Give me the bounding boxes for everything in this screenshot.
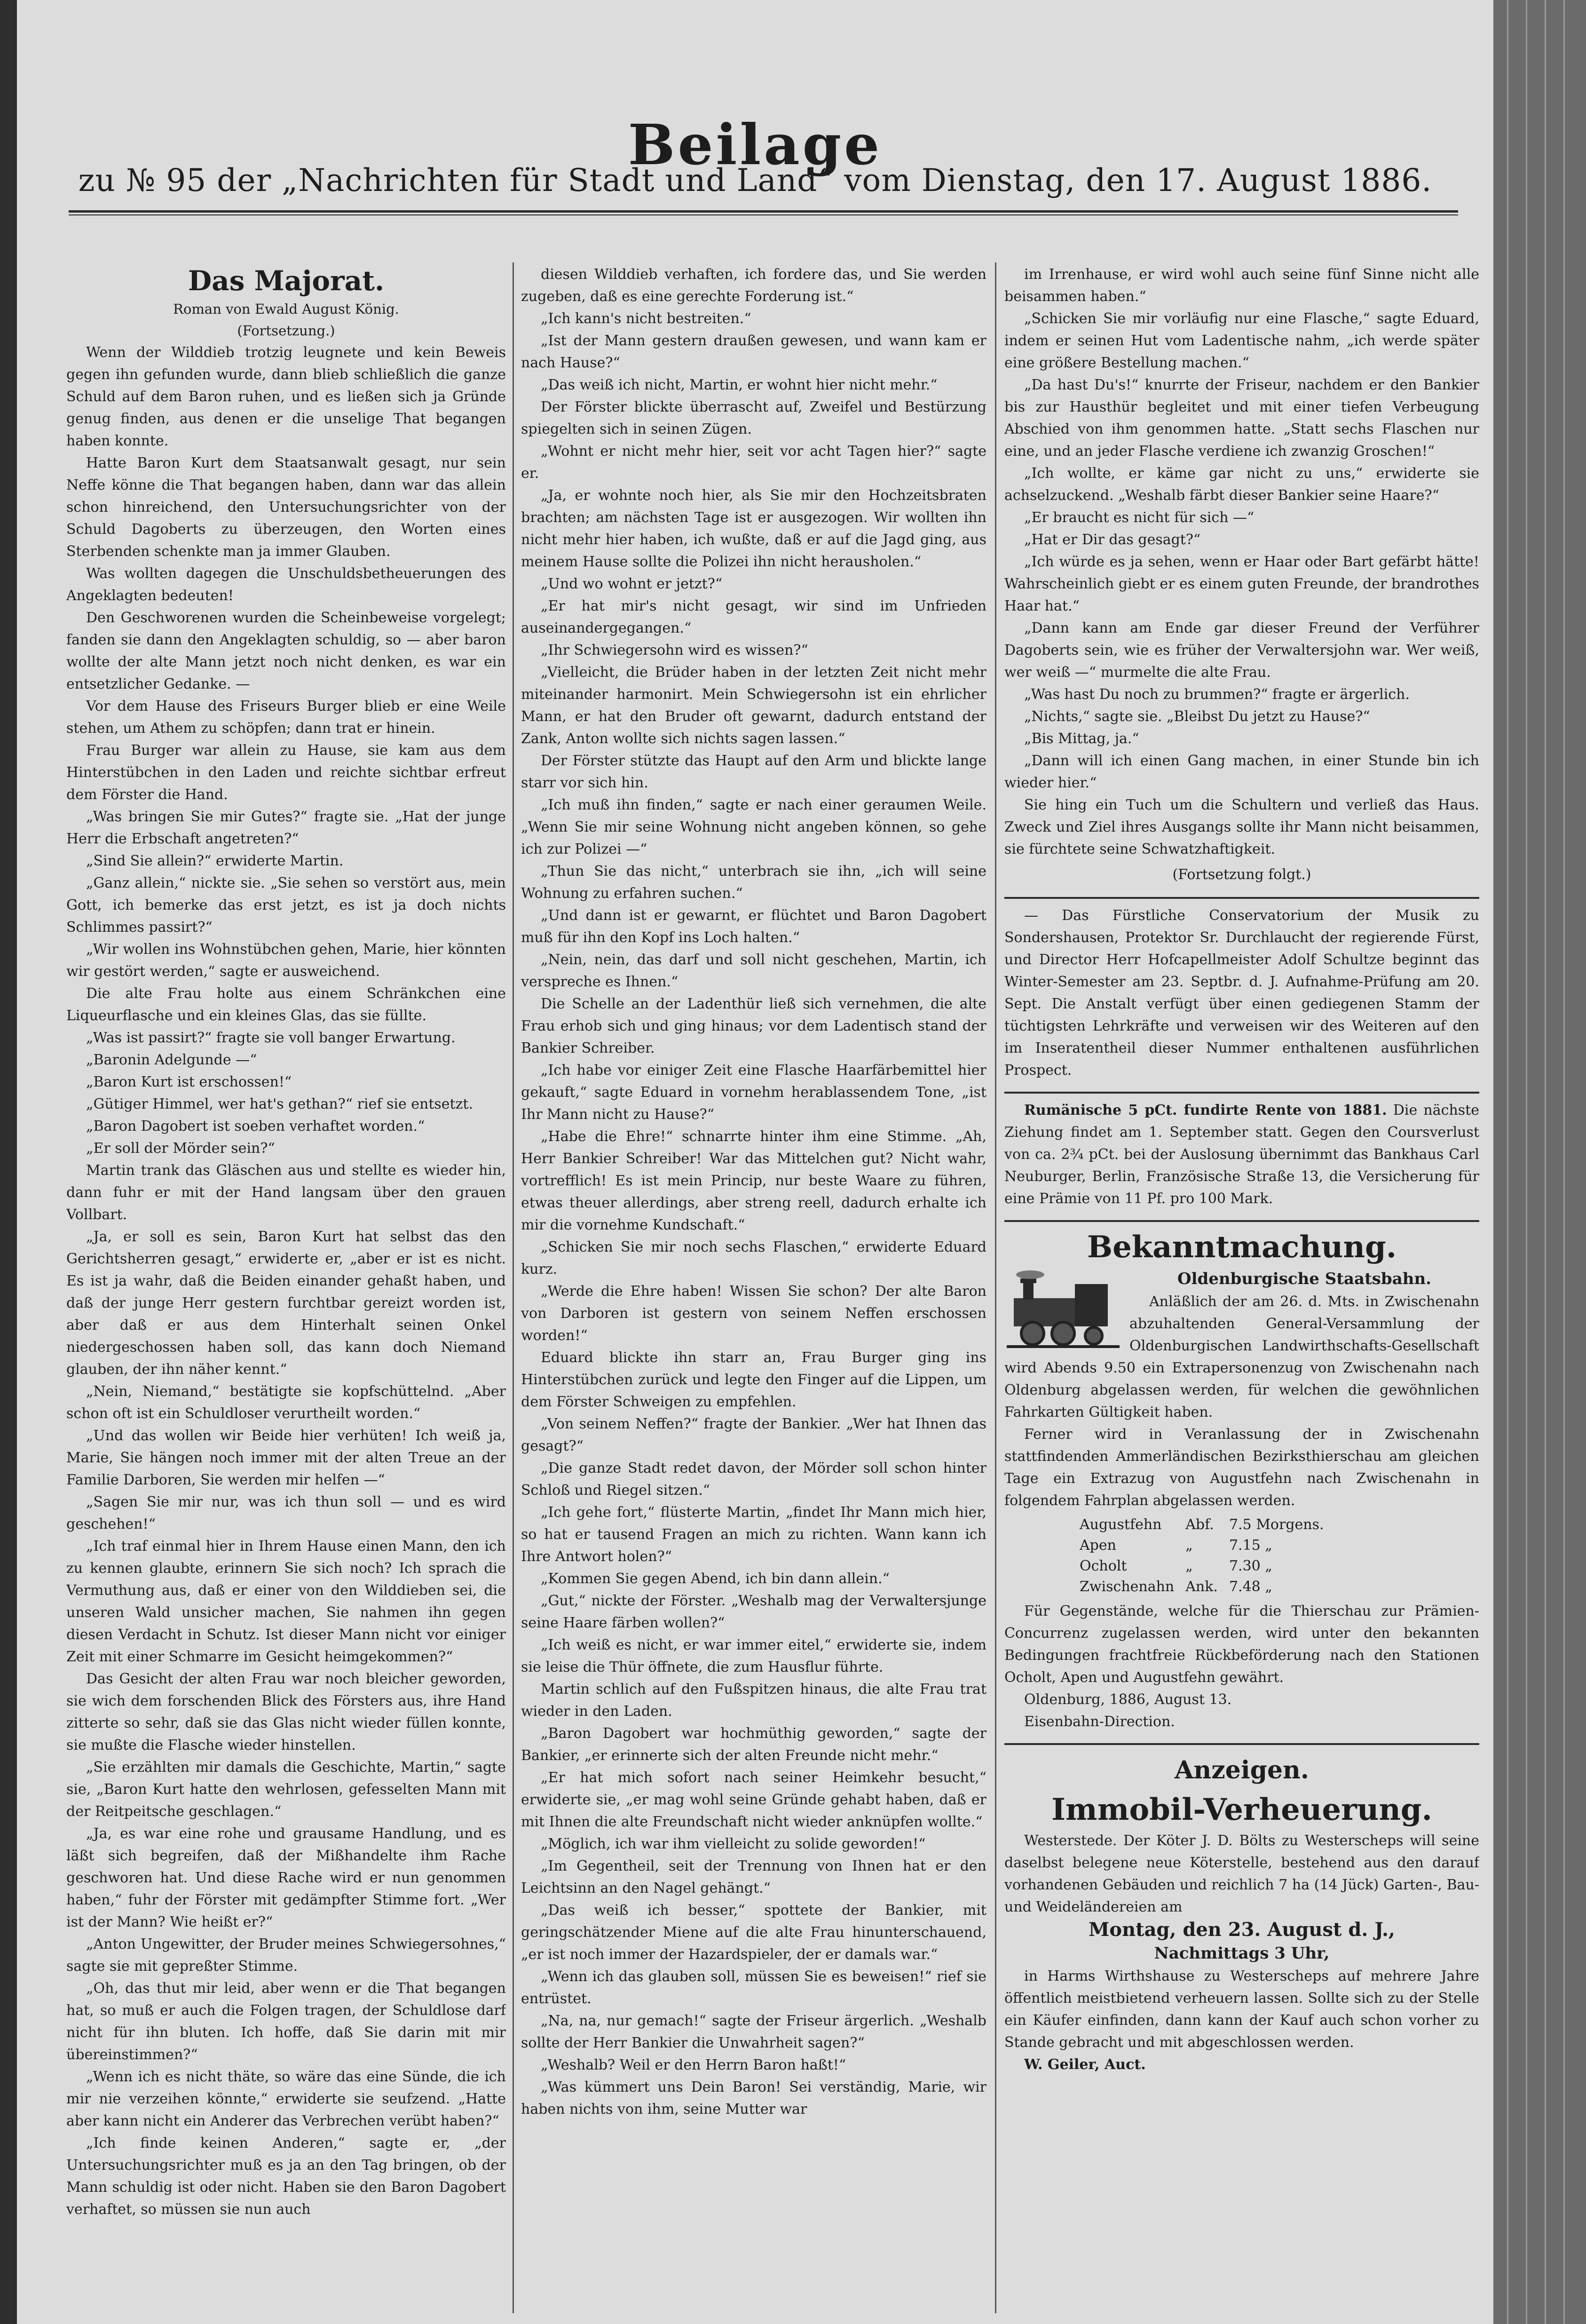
immobil-text-2: in Harms Wirthshause zu Westerscheps auf mehrere Jahre öffentlich meistbietend verheuern lassen. Sollte sich zu der Stelle ein Käufer einfinden, dann kann der Kauf auch schon vorher zu Stande gebracht und mit abgeschlossen werden. [1004,1968,1479,2051]
story-paragraph: „Ich weiß es nicht, er war immer eitel,“ erwiderte sie, indem sie leise die Thür öffnete, die zum Hausflur führte. [521,1637,986,1675]
schedule-row [1080,1556,1335,1577]
story-paragraph: „Wohnt er nicht mehr hier, seit vor acht Tagen hier?“ sagte er. [521,443,986,482]
story-paragraph: „Ist der Mann gestern draußen gewesen, und wann kam er nach Hause?“ [521,333,986,371]
story-paragraph: „Was ist passirt?“ fragte sie voll banger Erwartung. [86,1030,456,1046]
story-paragraph: „Bis Mittag, ja.“ [1024,730,1139,747]
masthead-rule-thin [69,214,1458,215]
story-paragraph: „Kommen Sie gegen Abend, ich bin dann allein.“ [541,1570,890,1587]
schedule-time: 7.48 „ [1229,1578,1272,1595]
story-paragraph: im Irrenhause, er wird wohl auch seine fünf Sinne nicht alle beisammen haben.“ [1004,266,1479,305]
schedule-row [1080,1515,1335,1535]
masthead-title: Beilage [628,112,883,177]
story-paragraph: „Sie erzählten mir damals die Geschichte, Martin,“ sagte sie, „Baron Kurt hatte den wehrlosen, gefesselten Mann mit der Reitpeitsche geschlagen.“ [66,1759,506,1820]
story-title: Das Majorat. [188,265,385,297]
story-paragraph: „Baron Dagobert ist soeben verhaftet worden.“ [86,1118,425,1134]
story-paragraph: „Na, na, nur gemach!“ sagte der Friseur ärgerlich. „Weshalb sollte der Herr Bankier die Unwahrheit sagen?“ [521,2013,986,2051]
story-paragraph: Der Förster blickte überrascht auf, Zweifel und Bestürzung spiegelten sich in seinen Zügen. [521,399,986,437]
column-1 [66,263,506,2309]
story-paragraph: „Ja, er soll es sein, Baron Kurt hat selbst das den Gerichtsherren gesagt,“ erwiderte er, „aber er ist es nicht. Es ist ja wahr, daß die Beiden einander gehaßt haben, und daß der junge Herr gestern furchtbar gereizt worden ist, aber daß er aus dem Hinterhalt seinen Onkel niedergeschossen haben soll, das kann doch Niemand glauben, der ihn näher kennt.“ [66,1229,506,1378]
story-paragraph: „Er braucht es nicht für sich —“ [1024,509,1255,526]
story-paragraph: Martin schlich auf den Fußspitzen hinaus, die alte Frau trat wieder in den Laden. [521,1681,986,1720]
story-paragraph: „Habe die Ehre!“ schnarrte hinter ihm eine Stimme. „Ah, Herr Bankier Schreiber! War das Mittelchen gut? Nicht wahr, vortrefflich! Es ist mein Princip, nur beste Waare zu führen, etwas theuer allerdings, aber streng reell, dadurch erhalte ich mir die vornehme Kundschaft.“ [521,1128,986,1233]
notice-bekanntmachung [1004,1220,1479,1733]
story-text-col3 [1004,263,1479,860]
story-paragraph: „Er hat mich sofort nach seiner Heimkehr besucht,“ erwiderte sie, „er mag wohl seine Gründe gehabt haben, daß er mit Ihnen die alte Freundschaft nicht wieder anknüpfen wollte.“ [521,1769,986,1830]
story-paragraph: „Im Gegentheil, seit der Trennung von Ihnen hat er den Leichtsinn an den Nagel gehängt.“ [521,1858,986,1896]
story-paragraph: „Oh, das thut mir leid, aber wenn er die That begangen hat, so muß er auch die Folgen tragen, der Schuldlose darf nicht für ihn bluten. Ich hoffe, daß Sie darin mit mir übereinstimmen?“ [66,1980,506,2063]
immobil-date: Montag, den 23. August d. J., [1089,1919,1395,1941]
story-paragraph: „Was hast Du noch zu brummen?“ fragte er ärgerlich. [1024,686,1410,703]
story-paragraph: „Und das wollen wir Beide hier verhüten! Ich weiß ja, Marie, Sie hängen noch immer mit der alten Treue an der Familie Darboren, Sie werden mir helfen —“ [66,1428,506,1488]
schedule-type: Abf. [1185,1516,1214,1533]
column-rule-2 [995,262,996,2313]
story-paragraph: „Ich würde es ja sehen, wenn er Haar oder Bart gefärbt hätte! Wahrscheinlich giebt er es einem guten Freunde, der brandrothes Haar hat.“ [1004,554,1479,614]
story-paragraph: „Gut,“ nickte der Förster. „Weshalb mag der Verwaltersjunge seine Haare färben wollen?“ [521,1593,986,1631]
story-paragraph: „Er soll der Mörder sein?“ [86,1140,275,1157]
anzeigen-heading: Anzeigen. [1175,1756,1309,1785]
story-paragraph: „Von seinem Neffen?“ fragte der Bankier. „Wer hat Ihnen das gesagt?“ [521,1416,986,1454]
story-paragraph: Vor dem Hause des Friseurs Burger blieb er eine Weile stehen, um Athem zu schöpfen; dann trat er hinein. [66,698,506,737]
story-paragraph: „Dann will ich einen Gang machen, in einer Stunde bin ich wieder hier.“ [1004,753,1479,791]
story-paragraph: „Ich finde keinen Anderen,“ sagte er, „der Untersuchungsrichter muß es ja an den Tag bringen, ob der Mann schuldig ist oder nicht. Haben sie den Baron Dagobert verhaftet, so müssen sie nun auch [66,2135,506,2218]
train-schedule [1080,1515,1335,1597]
immobil-title: Immobil-Verheuerung. [1051,1792,1432,1827]
story-paragraph: Die alte Frau holte aus einem Schränkchen eine Liqueurflasche und ein kleines Glas, das sie füllte. [66,985,506,1024]
story-paragraph: „Wir wollen ins Wohnstübchen gehen, Marie, hier könnten wir gestört werden,“ sagte er ausweichend. [66,941,506,980]
story-paragraph: „Baronin Adelgunde —“ [86,1052,257,1068]
story-paragraph: „Ganz allein,“ nickte sie. „Sie sehen so verstört aus, mein Gott, ich bemerke das erst jetzt, es ist ja doch nichts Schlimmes passirt?“ [66,875,506,936]
notice-rente [1004,1092,1479,1210]
story-paragraph: Eduard blickte ihn starr an, Frau Burger ging ins Hinterstübchen zurück und legte den Finger auf die Lippen, um dem Förster Schweigen zu empfehlen. [521,1349,986,1410]
story-paragraph: „Nein, nein, das darf und soll nicht geschehen, Martin, ich verspreche es Ihnen.“ [521,952,986,990]
story-paragraph: „Ich wollte, er käme gar nicht zu uns,“ erwiderte sie achselzuckend. „Weshalb färbt dieser Bankier seine Haare?“ [1004,465,1479,504]
story-paragraph: „Schicken Sie mir noch sechs Flaschen,“ erwiderte Eduard kurz. [521,1239,986,1277]
story-paragraph: „Was kümmert uns Dein Baron! Sei verständig, Marie, wir haben nichts von ihm, seine Mutter war [521,2079,986,2118]
story-paragraph: „Baron Kurt ist erschossen!“ [86,1074,292,1090]
story-paragraph: „Er hat mir's nicht gesagt, wir sind im Unfrieden auseinandergegangen.“ [521,598,986,636]
bekanntmachung-title: Bekanntmachung. [1087,1229,1397,1265]
story-text-col2 [521,263,986,2120]
story-paragraph: „Möglich, ich war ihm vielleicht zu solide geworden!“ [541,1836,926,1852]
schedule-station: Augustfehn [1080,1516,1162,1533]
story-paragraph: „Ich habe vor einiger Zeit eine Flasche Haarfärbemittel hier gekauft,“ sagte Eduard in vornehm herablassendem Tone, „ist Ihr Mann nicht zu Hause?“ [521,1062,986,1123]
story-paragraph: „Sagen Sie mir nur, was ich thun soll — und es wird geschehen!“ [66,1494,506,1532]
story-paragraph: „Hat er Dir das gesagt?“ [1024,531,1201,548]
conservatorium-text: — Das Fürstliche Conservatorium der Musik zu Sondershausen, Protektor Sr. Durchlaucht der regierende Fürst, und Director Herr Hofcapellmeister Adolf Schultze beginnt das Winter-Semester am 23. Septbr. d. J. Aufnahme-Prüfung am 20. Sept. Die Anstalt verfügt über einen gediegenen Stamm der tüchtigsten Lehrkräfte und verweisen wir des Weiteren auf den im Inseratentheil dieser Nummer enthaltenen ausführlichen Prospect. [1004,907,1479,1079]
story-continued-note: (Fortsetzung folgt.) [1172,866,1311,883]
page-edges [1493,0,1586,2324]
story-paragraph: Wenn der Wilddieb trotzig leugnete und kein Beweis gegen ihn gefunden wurde, dann blieb schließlich die ganze Schuld auf dem Baron ruhen, und es ließen sich ja Gründe genug finden, aus denen er die unselige That begangen haben konnte. [66,344,506,449]
bekanntmachung-text-2: Ferner wird in Veranlassung der in Zwischenahn stattfindenden Ammerländischen Bezirksthierschau am gleichen Tage ein Extrazug von Augustfehn nach Zwischenahn in folgendem Fahrplan abgelassen werden. [1004,1426,1479,1509]
schedule-type: „ [1185,1537,1193,1554]
story-byline: Roman von Ewald August König. [173,301,399,317]
schedule-station: Ocholt [1080,1558,1127,1574]
story-paragraph: „Ja, es war eine rohe und grausame Handlung, und es läßt sich begreifen, daß der Mißhandelte ihm Rache geschworen hat. Und diese Rache wird er nun genommen haben,“ fuhr der Förster mit gedämpfter Stimme fort. „Wer ist der Mann? Wie heißt er?“ [66,1825,506,1930]
locomotive-illustration [1004,1270,1122,1350]
newspaper-page [17,0,1493,2324]
schedule-station: Apen [1080,1537,1116,1554]
story-paragraph: „Und wo wohnt er jetzt?“ [541,576,723,592]
story-paragraph: „Gütiger Himmel, wer hat's gethan?“ rief sie entsetzt. [86,1096,473,1112]
story-paragraph: „Wenn ich es nicht thäte, so wäre das eine Sünde, die ich mir nie verzeihen könnte,“ erwiderte sie seufzend. „Hatte aber kann nicht ein Anderer das Verbrechen verübt haben?“ [66,2069,506,2129]
story-paragraph: Das Gesicht der alten Frau war noch bleicher geworden, sie wich dem forschenden Blick des Försters aus, ihre Hand zitterte so sehr, daß sie das Glas nicht wieder füllen konnte, sie mußte die Flasche wieder hinstellen. [66,1671,506,1753]
story-paragraph: „Ich kann's nicht bestreiten.“ [541,310,751,327]
masthead-subtitle: zu № 95 der „Nachrichten für Stadt und Land“ vom Dienstag, den 17. August 1886. [78,162,1432,198]
notice-conservatorium [1004,897,1479,1081]
binding-strip [0,0,17,2324]
masthead-rule [69,210,1458,213]
story-paragraph: „Sind Sie allein?“ erwiderte Martin. [86,853,344,869]
story-paragraph: „Wenn ich das glauben soll, müssen Sie es beweisen!“ rief sie entrüstet. [521,1968,986,2007]
story-paragraph: „Nichts,“ sagte sie. „Bleibst Du jetzt zu Hause?“ [1024,708,1370,725]
story-paragraph: Der Förster stützte das Haupt auf den Arm und blickte lange starr vor sich hin. [521,753,986,791]
schedule-time: 7.5 Morgens. [1229,1516,1324,1533]
advertisements-section [1004,1743,1479,2076]
story-paragraph: „Ihr Schwiegersohn wird es wissen?“ [541,642,808,658]
story-text-col1 [66,341,506,2221]
story-paragraph: „Anton Ungewitter, der Bruder meines Schwiegersohnes,“ sagte sie mit gepreßter Stimme. [66,1936,506,1975]
story-paragraph: „Nein, Niemand,“ bestätigte sie kopfschüttelnd. „Aber schon oft ist ein Schuldloser verurtheilt worden.“ [66,1383,506,1422]
story-continuation: (Fortsetzung.) [237,323,335,339]
story-paragraph: „Weshalb? Weil er den Herrn Baron haßt!“ [541,2057,846,2073]
story-paragraph: „Schicken Sie mir vorläufig nur eine Flasche,“ sagte Eduard, indem er seinen Hut vom Ladentische nahm, „ich werde später eine größere Bestellung machen.“ [1004,310,1479,371]
schedule-row [1080,1577,1335,1597]
story-paragraph: Die Schelle an der Ladenthür ließ sich vernehmen, die alte Frau erhob sich und ging hinaus; vor dem Ladentisch stand der Bankier Schreiber. [521,996,986,1056]
story-paragraph: „Thun Sie das nicht,“ unterbrach sie ihn, „ich will seine Wohnung zu erfahren suchen.“ [521,863,986,902]
schedule-row [1080,1535,1335,1556]
rente-paragraph [1004,1099,1479,1210]
schedule-station: Zwischenahn [1080,1578,1175,1595]
story-paragraph: Sie hing ein Tuch um die Schultern und verließ das Haus. Zweck und Ziel ihres Ausgangs sollte ihr Mann nicht beisammen, sie fürchtete seine Schwatzhaftigkeit. [1004,797,1479,857]
story-paragraph: „Vielleicht, die Brüder haben in der letzten Zeit nicht mehr miteinander harmonirt. Mein Schwiegersohn ist ein ehrlicher Mann, er hat den Bruder oft gewarnt, dadurch entstand der Zank, Anton wollte sich nichts sagen lassen.“ [521,664,986,747]
story-paragraph: „Und dann ist er gewarnt, er flüchtet und Baron Dagobert muß für ihn den Kopf ins Loch halten.“ [521,907,986,946]
story-paragraph: „Ich muß ihn finden,“ sagte er nach einer geraumen Weile. „Wenn Sie mir seine Wohnung nicht angeben können, so gehe ich zur Polizei —“ [521,797,986,857]
story-paragraph: „Baron Dagobert war hochmüthig geworden,“ sagte der Bankier, „er erinnerte sich der alten Freunde nicht mehr.“ [521,1725,986,1764]
bekanntmachung-text-1: Anläßlich der am 26. d. Mts. in Zwischenahn abzuhaltenden General-Versammlung der Oldenburgischen Landwirthschafts-Gesellschaft wird Abends 9.50 ein Extrapersonenzug von Zwischenahn nach Oldenburg abgelassen werden, für welchen die gewöhnlichen Fahrkarten Gültigkeit haben. [1004,1293,1479,1420]
story-paragraph: „Werde die Ehre haben! Wissen Sie schon? Der alte Baron von Darboren ist gestern von seinem Neffen erschossen worden!“ [521,1283,986,1344]
immobil-signature: W. Geiler, Auct. [1024,2056,1146,2073]
bekanntmachung-date: Oldenburg, 1886, August 13. [1024,1691,1232,1708]
bekanntmachung-subtitle: Oldenburgische Staatsbahn. [1177,1269,1432,1288]
story-paragraph: „Was bringen Sie mir Gutes?“ fragte sie. „Hat der junge Herr die Erbschaft angetreten?“ [66,809,506,847]
rente-headline: Rumänische 5 pCt. fundirte Rente von 1881. [1024,1102,1387,1118]
story-paragraph: „Da hast Du's!“ knurrte der Friseur, nachdem er den Bankier bis zur Hausthür begleitet und mit einer tiefen Verbeugung Abschied von ihm genommen hatte. „Statt sechs Flaschen nur eine, und an jeder Flasche verdiene ich zwanzig Groschen!“ [1004,377,1479,460]
schedule-type: Ank. [1185,1578,1218,1595]
column-2 [521,263,986,2309]
story-paragraph: Frau Burger war allein zu Hause, sie kam aus dem Hinterstübchen in den Laden und reichte sichtbar erfreut dem Förster die Hand. [66,742,506,803]
schedule-type: „ [1185,1558,1193,1574]
column-3 [1004,263,1479,2309]
story-paragraph: „Ja, er wohnte noch hier, als Sie mir den Hochzeitsbraten brachten; am nächsten Tage ist er ausgezogen. Wir wollten ihn nicht mehr hier haben, ich wußte, daß er auf die Jagd ging, aus meinem Hause sollte die Polizei ihn nicht herausholen.“ [521,487,986,570]
story-paragraph: Was wollten dagegen die Unschuldsbetheuerungen des Angeklagten bedeuten! [66,565,506,604]
column-rule-1 [513,262,514,2313]
story-paragraph: „Das weiß ich nicht, Martin, er wohnt hier nicht mehr.“ [541,377,938,393]
story-paragraph: diesen Wilddieb verhaften, ich fordere das, und Sie werden zugeben, daß es eine gerechte Forderung ist.“ [521,266,986,305]
rente-body: Die nächste Ziehung findet am 1. September statt. Gegen den Coursverlust von ca. 2¾ pCt. bei der Auslosung übernimmt das Bankhaus Carl Neuburger, Berlin, Französische Straße 13, die Versicherung für eine Prämie von 11 Pf. pro 100 Mark. [1004,1102,1479,1207]
story-paragraph: „Das weiß ich besser,“ spottete der Bankier, mit geringschätzender Miene auf die alte Frau hinunterschauend, „er ist noch immer der Hazardspieler, der er damals war.“ [521,1902,986,1963]
story-paragraph: „Ich gehe fort,“ flüsterte Martin, „findet Ihr Mann mich hier, so hat er tausend Fragen an mich zu richten. Wann kann ich Ihre Antwort holen?“ [521,1504,986,1565]
story-paragraph: Martin trank das Gläschen aus und stellte es wieder hin, dann fuhr er mit der Hand langsam über den grauen Vollbart. [66,1162,506,1223]
story-paragraph: „Dann kann am Ende gar dieser Freund der Verführer Dagoberts sein, wie es früher der Verwaltersjohn war. Wer weiß, wer weiß —“ murmelte die alte Frau. [1004,620,1479,681]
story-paragraph: „Ich traf einmal hier in Ihrem Hause einen Mann, den ich zu kennen glaubte, erinnern Sie sich noch? Ich sprach die Vermuthung aus, daß er einer von den Wilddieben sei, die unseren Wald unsicher machen, Sie nahmen ihn gegen diesen Verdacht in Schutz. Ist dieser Mann nicht vor einiger Zeit mit einer Schmarre im Gesicht heimgekommen?“ [66,1538,506,1665]
story-paragraph: Hatte Baron Kurt dem Staatsanwalt gesagt, nur sein Neffe könne die That begangen haben, dann war das allein schon hinreichend, den Untersuchungsrichter von der Schuld Dagoberts zu überzeugen, den Worten eines Sterbenden schenkte man ja immer Glauben. [66,455,506,560]
story-paragraph: „Die ganze Stadt redet davon, der Mörder soll schon hinter Schloß und Riegel sitzen.“ [521,1460,986,1499]
bekanntmachung-signature: Eisenbahn-Direction. [1024,1713,1175,1730]
story-paragraph: Den Geschworenen wurden die Scheinbeweise vorgelegt; fanden sie dann den Angeklagten schuldig, so — aber baron wollte der alte Mann jetzt noch nicht denken, es war ein entsetzlicher Gedanke. — [66,610,506,692]
schedule-time: 7.15 „ [1229,1537,1272,1554]
immobil-text: Westerstede. Der Köter J. D. Bölts zu Westerscheps will seine daselbst belegene neue Köterstelle, bestehend aus den darauf vorhandenen Gebäuden und reichlich 7 ha (14 Jück) Garten-, Bau- und Weideländereien am [1004,1832,1479,1915]
bekanntmachung-text-3: Für Gegenstände, welche für die Thierschau zur Prämien-Concurrenz zugelassen werden, wird unter den bekannten Bedingungen frachtfreie Rückbeförderung nach den Stationen Ocholt, Apen und Augustfehn gewährt. [1004,1603,1479,1686]
schedule-time: 7.30 „ [1229,1558,1272,1574]
immobil-time: Nachmittags 3 Uhr, [1154,1944,1330,1963]
